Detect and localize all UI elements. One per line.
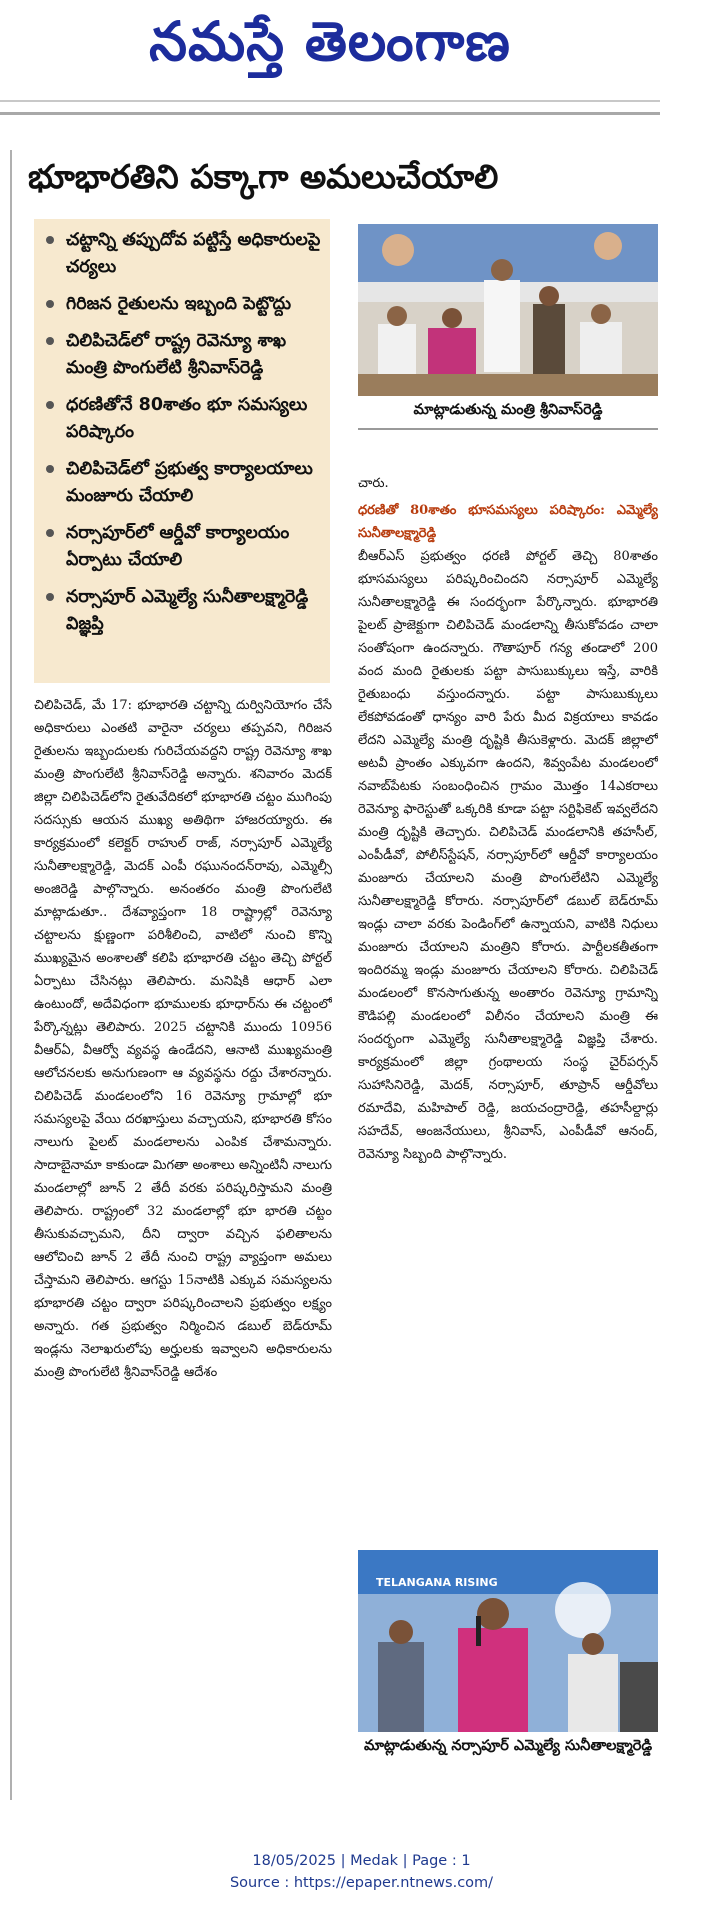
article-headline: భూభారతిని పక్కాగా అమలుచేయాలి [28, 157, 499, 196]
highlight-text: నర్సాపూర్ ఎమ్మెల్యే సునీతాలక్ష్మారెడ్డి విజ్ఞప్తి [66, 587, 309, 634]
masthead [0, 0, 660, 115]
column-divider [10, 150, 12, 1800]
highlight-item [42, 584, 324, 638]
bullet-icon [46, 236, 54, 244]
photo1-caption: మాట్లాడుతున్న మంత్రి శ్రీనివాస్‌రెడ్డి [358, 398, 658, 430]
bullet-icon [46, 529, 54, 537]
mla-speaking-photo [358, 1550, 658, 1732]
highlight-item [42, 520, 324, 574]
highlight-text: నర్సాపూర్‌లో ఆర్డీవో కార్యాలయం ఏర్పాటు చేయాలి [66, 523, 290, 570]
highlight-item [42, 392, 324, 446]
photo-banner-text: TELANGANA RISING [376, 1576, 498, 1589]
bullet-icon [46, 593, 54, 601]
highlight-text: గిరిజన రైతులను ఇబ్బంది పెట్టొద్దు [66, 294, 292, 314]
highlight-text: చిలిపిచెడ్‌లో రాష్ట్ర రెవెన్యూ శాఖ మంత్రి పొంగులేటి శ్రీనివాస్‌రెడ్డి [66, 331, 287, 378]
bullet-icon [46, 401, 54, 409]
footer-date-page: 18/05/2025 | Medak | Page : 1 [252, 1853, 471, 1869]
highlight-item [42, 291, 324, 318]
highlights-box [34, 219, 330, 683]
article-subhead: ధరణితో 80శాతం భూసమస్యలు పరిష్కారం: ఎమ్మెల్యే సునీతాలక్ష్మారెడ్డి [358, 503, 658, 541]
highlight-item [42, 328, 324, 382]
bullet-icon [46, 465, 54, 473]
article-body-left: చిలిపిచెడ్, మే 17: భూభారతి చట్టాన్ని దుర్వినియోగం చేసే అధికారులు ఎంతటి వారైనా చర్యలు తప్పవని, గిరిజన రైతులను ఇబ్బందులకు గురిచేయవద్దని రాష్ట్ర రెవెన్యూ శాఖ మంత్రి పొంగులేటి శ్రీనివాస్‌రెడ్డి అన్నారు. శనివారం మెదక్ జిల్లా చిలిపిచెడ్‌లోని రైతువేదికలో భూభారతి చట్టం ముగింపు సదస్సుకు ఆయన ముఖ్య అతిథిగా హాజరయ్యారు. ఈ కార్యక్రమంలో కలెక్టర్ రాహుల్ రాజ్, నర్సాపూర్ ఎమ్మెల్యే సునీతాలక్ష్మారెడ్డి, మెదక్ ఎంపీ రఘునందన్‌రావు, ఎమ్మెల్సీ అంజిరెడ్డి పాల్గొన్నారు. అనంతరం మంత్రి పొంగులేటి మాట్లాడుతూ.. దేశవ్యాప్తంగా 18 రాష్ట్రాల్లో రెవెన్యూ చట్టాలను క్షుణ్ణంగా పరిశీలించి, వాటిలో నుంచి కొన్ని ముఖ్యమైన అంశాలతో కలిపి భూభారతి చట్టం తెచ్చి పోర్టల్ ఏర్పాటు చేసినట్లు తెలిపారు. మనిషికి ఆధార్ ఎలా ఉంటుందో, అదేవిధంగా భూములకు భూధార్‌ను ఈ చట్టంలో పేర్కొన్నట్లు తెలిపారు. 2025 చట్టానికి ముందు 10956 వీఆర్ఏ, వీఆర్వో వ్యవస్థ ఉండేదని, ఆనాటి ముఖ్యమంత్రి ఆలోచనలకు అనుగుణంగా ఆ వ్యవస్థను రద్దు చేశారన్నారు. చిలిపిచెడ్ మండలంలోని 16 రెవెన్యూ గ్రామాల్లో భూ సమస్యలపై వేయి దరఖాస్తులు వచ్చాయని, భూభారతి కోసం నాలుగు పైలట్ మండలాలను ఎంపిక చేశామన్నారు. సాదాబైనామా కాకుండా మిగతా అంశాలు అన్నింటినీ నాలుగు మండలాల్లో జూన్ 2 తేదీ వరకు పరిష్కరిస్తామని మంత్రి తెలిపారు. రాష్ట్రంలో 32 మండలాల్లో భూ భారతి చట్టం తీసుకువచ్చామని, దీని ద్వారా వచ్చిన ఫలితాలను ఆలోచించి జూన్ 2 తేదీ నుంచి రాష్ట్ర వ్యాప్తంగా అమలు చేస్తామని తెలిపారు. ఆగస్టు 15నాటికి ఎక్కువ సమస్యలను భూభారతి చట్టం ద్వారా పరిష్కరించాలని ప్రభుత్వం లక్ష్యం అన్నారు. గత ప్రభుత్వం నిర్మించిన డబుల్ బెడ్‌రూమ్ ఇండ్లను నెలాఖరులోపు అర్హులకు ఇవ్వాలని అధికారులను మంత్రి పొంగులేటి శ్రీనివాస్‌రెడ్డి ఆదేశం [34, 698, 332, 1380]
continuation-lead: చారు. [358, 476, 389, 491]
bullet-icon [46, 300, 54, 308]
footer-source: Source : https://epaper.ntnews.com/ [229, 1875, 494, 1891]
photo2-caption: మాట్లాడుతున్న నర్సాపూర్ ఎమ్మెల్యే సునీతాలక్ష్మారెడ్డి [363, 1738, 653, 1754]
masthead-title: నమస్తే తెలంగాణ [149, 10, 511, 73]
right-body-text: బీఆర్ఎస్ ప్రభుత్వం ధరణి పోర్టల్ తెచ్చి 80శాతం భూసమస్యలు పరిష్కరించిందని నర్సాపూర్ ఎమ్మెల్యే సునీతాలక్ష్మారెడ్డి ఈ సందర్భంగా పేర్కొన్నారు. భూభారతి పైలట్ ప్రాజెక్టుగా చిలిపిచెడ్ మండలాన్ని తీసుకోవడం చాలా సంతోషంగా ఉందన్నారు. గౌతాపూర్ గన్య తండాలో 200 వంద మంది రైతులకు పట్టా పాసుబుక్కులు ఇస్తే, వారికి రైతుబంధు వస్తుందన్నారు. పట్టా పాసుబుక్కులు లేకపోవడంతో ధాన్యం వారి పేరు మీద విక్రయాలు కావడం లేదని ఎమ్మెల్యే మంత్రి దృష్టికి తీసుకెళ్లారు. మెదక్ జిల్లాలో అటవీ ప్రాంతం ఎక్కువగా ఉందని, శివ్వంపేట మండలంలో నవాబ్‌పేటకు సంబంధించిన గ్రామం మొత్తం 14ఎకరాలు రెవెన్యూ ఫారెస్టుతో ఒక్కరికి కూడా పట్టా సర్టిఫికెట్ ఇవ్వలేదని మంత్రి దృష్టికి తెచ్చారు. చిలిపిచెడ్ మండలానికి తహసీల్, ఎంపీడీవో, పోలీస్‌స్టేషన్, నర్సాపూర్‌లో ఆర్డీవో కార్యాలయం మంజూరు చేయాలని మంత్రి పొంగులేటిని ఎమ్మెల్యే సునీతాలక్ష్మారెడ్డి కోరారు. నర్సాపూర్‌లో డబుల్ బెడ్‌రూమ్ ఇండ్లు చాలా వరకు పెండింగ్‌లో ఉన్నాయని, వాటికి నిధులు మంజూరు చేయాలని మంత్రిని కోరారు. పార్టీలకతీతంగా ఇందిరమ్మ ఇండ్లు మంజూరు చేయాలని కోరారు. చిలిపిచెడ్ మండలంలో కొనసాగుతున్న అంతారం రెవెన్యూ గ్రామాన్ని కౌడిపల్లి మండలంలో విలీనం చేయాలని మంత్రి ఈ సందర్భంగా ఎమ్మెల్యే సునీతాలక్ష్మారెడ్డి విజ్ఞప్తి చేశారు. కార్యక్రమంలో జిల్లా గ్రంథాలయ సంస్థ చైర్‌పర్సన్ సుహాసినిరెడ్డి, మెదక్, నర్సాపూర్, తూప్రాన్ ఆర్డీవోలు రమాదేవి, మహిపాల్ రెడ్డి, జయచంద్రారెడ్డి, తహసీల్దార్లు సహదేవ్, ఆంజనేయులు, శ్రీనివాస్, ఎంపీడీవో ఆనంద్, రెవెన్యూ సిబ్బంది పాల్గొన్నారు. [358, 549, 658, 1162]
article-body-right [358, 472, 658, 1547]
highlight-text: ధరణితోనే 80శాతం భూ సమస్యలు పరిష్కారం [66, 395, 308, 442]
masthead-rule [0, 100, 660, 102]
minister-speaking-photo [358, 224, 658, 396]
highlight-item [42, 456, 324, 510]
highlight-item [42, 227, 324, 281]
highlight-text: చిలిపిచెడ్‌లో ప్రభుత్వ కార్యాలయాలు మంజూరు చేయాలి [66, 459, 313, 506]
bullet-icon [46, 337, 54, 345]
highlight-text: చట్టాన్ని తప్పుదోవ పట్టిస్తే అధికారులపై చర్యలు [66, 230, 321, 277]
